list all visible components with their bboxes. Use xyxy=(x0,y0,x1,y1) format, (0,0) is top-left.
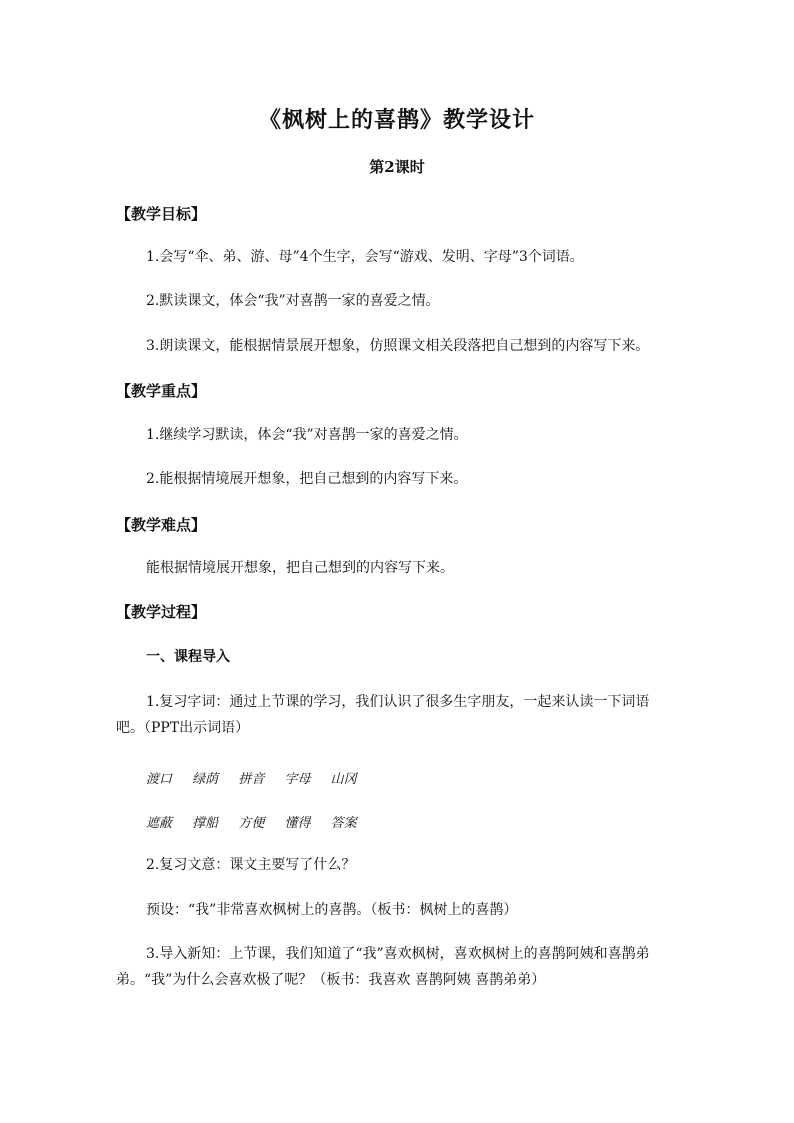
process-paragraph-3: 预设：“我”非常喜欢枫树上的喜鹊。（板书：枫树上的喜鹊） xyxy=(146,902,518,918)
word-item: 山冈 xyxy=(330,772,357,787)
word-item: 字母 xyxy=(284,772,311,787)
goal-item-3: 3.朗读课文，能根据情景展开想象，仿照课文相关段落把自己想到的内容写下来。 xyxy=(146,338,650,354)
difficulties-text: 能根据情境展开想象，把自己想到的内容写下来。 xyxy=(146,560,454,576)
lesson-subtitle: 第2课时 xyxy=(369,158,425,176)
process-paragraph-4: 3.导入新知：上节课，我们知道了“我”喜欢枫树，喜欢枫树上的喜鹊阿姨和喜鹊弟弟。“我”为什么会喜欢极了呢？（板书：我喜欢 喜鹊阿姨 喜鹊弟弟） xyxy=(116,946,650,988)
word-item: 撑船 xyxy=(192,816,219,831)
word-item: 遮蔽 xyxy=(146,816,173,831)
word-item: 答案 xyxy=(330,816,357,831)
word-item: 拼音 xyxy=(238,772,265,787)
word-item: 懂得 xyxy=(284,816,311,831)
goals-heading: 【教学目标】 xyxy=(116,205,207,223)
key-points-heading: 【教学重点】 xyxy=(116,382,207,400)
process-paragraph-2: 2.复习文意：课文主要写了什么？ xyxy=(146,857,356,873)
section-intro-title: 一、课程导入 xyxy=(146,649,230,665)
difficulties-heading: 【教学难点】 xyxy=(116,516,207,534)
word-list-row-1 xyxy=(146,768,373,787)
word-item: 方便 xyxy=(238,816,265,831)
document-title: 《枫树上的喜鹊》教学设计 xyxy=(258,107,535,133)
key-point-item-1: 1.继续学习默读，体会“我”对喜鹊一家的喜爱之情。 xyxy=(146,427,468,443)
process-paragraph-1: 1.复习字词：通过上节课的学习，我们认识了很多生字朋友，一起来认读一下词语吧。（PPT出示词语） xyxy=(116,694,650,736)
word-list-row-2 xyxy=(146,812,373,831)
process-heading: 【教学过程】 xyxy=(116,603,207,621)
word-item: 渡口 xyxy=(146,772,173,787)
word-item: 绿荫 xyxy=(192,772,219,787)
key-point-item-2: 2.能根据情境展开想象，把自己想到的内容写下来。 xyxy=(146,471,468,487)
goal-item-2: 2.默读课文，体会“我”对喜鹊一家的喜爱之情。 xyxy=(146,293,440,309)
goal-item-1: 1.会写“伞、弟、游、母”4个生字，会写“游戏、发明、字母”3个词语。 xyxy=(146,249,584,265)
